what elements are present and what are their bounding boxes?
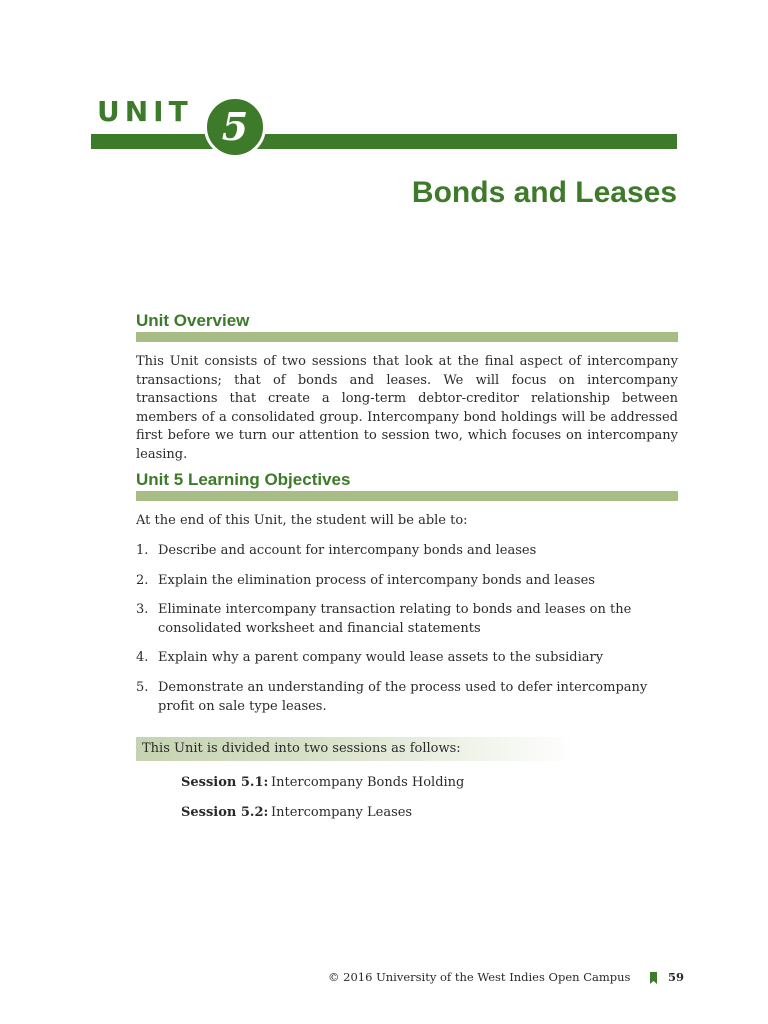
objective-number: 1. [136,543,149,558]
session-row [181,774,464,793]
unit-number: 5 [221,104,249,149]
objectives-intro: At the end of this Unit, the student will be able to: [136,513,468,528]
page-number: 59 [668,970,685,984]
sessions-intro: This Unit is divided into two sessions as follows: [142,740,461,756]
objective-text: Explain why a parent company would lease assets to the subsidiary [158,650,604,665]
overview-rule [136,332,678,342]
objective-text: Demonstrate an understanding of the process used to defer intercompany profit on sale type leases. [158,680,648,714]
sessions-intro-box [136,737,576,761]
objective-text: Describe and account for intercompany bonds and leases [158,543,537,558]
session-label: Session 5.1: [181,775,269,790]
objective-number: 4. [136,650,149,665]
overview-paragraph: This Unit consists of two sessions that look at the final aspect of intercompany transactions; that of bonds and leases. We will focus on intercompany transactions that create a long-term debtor-creditor relationship between members of a consolidated group. Intercompany bond holdings will be addressed first before we turn our attention to session two, which focuses on intercompany leasing. [136,354,678,462]
footer-copyright: © 2016 University of the West Indies Open Campus [328,970,631,984]
objective-number: 2. [136,573,149,588]
session-title: Intercompany Bonds Holding [271,775,465,790]
objective-item [136,601,678,638]
objectives-heading: Unit 5 Learning Objectives [136,470,351,489]
unit-banner-bar [91,134,677,149]
session-row [181,804,412,823]
session-label: Session 5.2: [181,805,269,820]
unit-label: UNIT [97,95,193,128]
session-title: Intercompany Leases [271,805,413,820]
objective-text: Eliminate intercompany transaction relating to bonds and leases on the consolidated worksheet and financial statements [158,602,632,636]
objectives-rule [136,491,678,501]
objective-text: Explain the elimination process of intercompany bonds and leases [158,573,595,588]
bookmark-icon [650,972,657,984]
objective-item [136,679,678,716]
overview-heading: Unit Overview [136,311,250,330]
objective-item [136,649,678,668]
objective-item [136,572,678,591]
objective-item [136,542,678,561]
page-title: Bonds and Leases [411,176,677,209]
objective-number: 3. [136,602,149,617]
objective-number: 5. [136,680,149,695]
unit-number-badge [204,96,266,158]
